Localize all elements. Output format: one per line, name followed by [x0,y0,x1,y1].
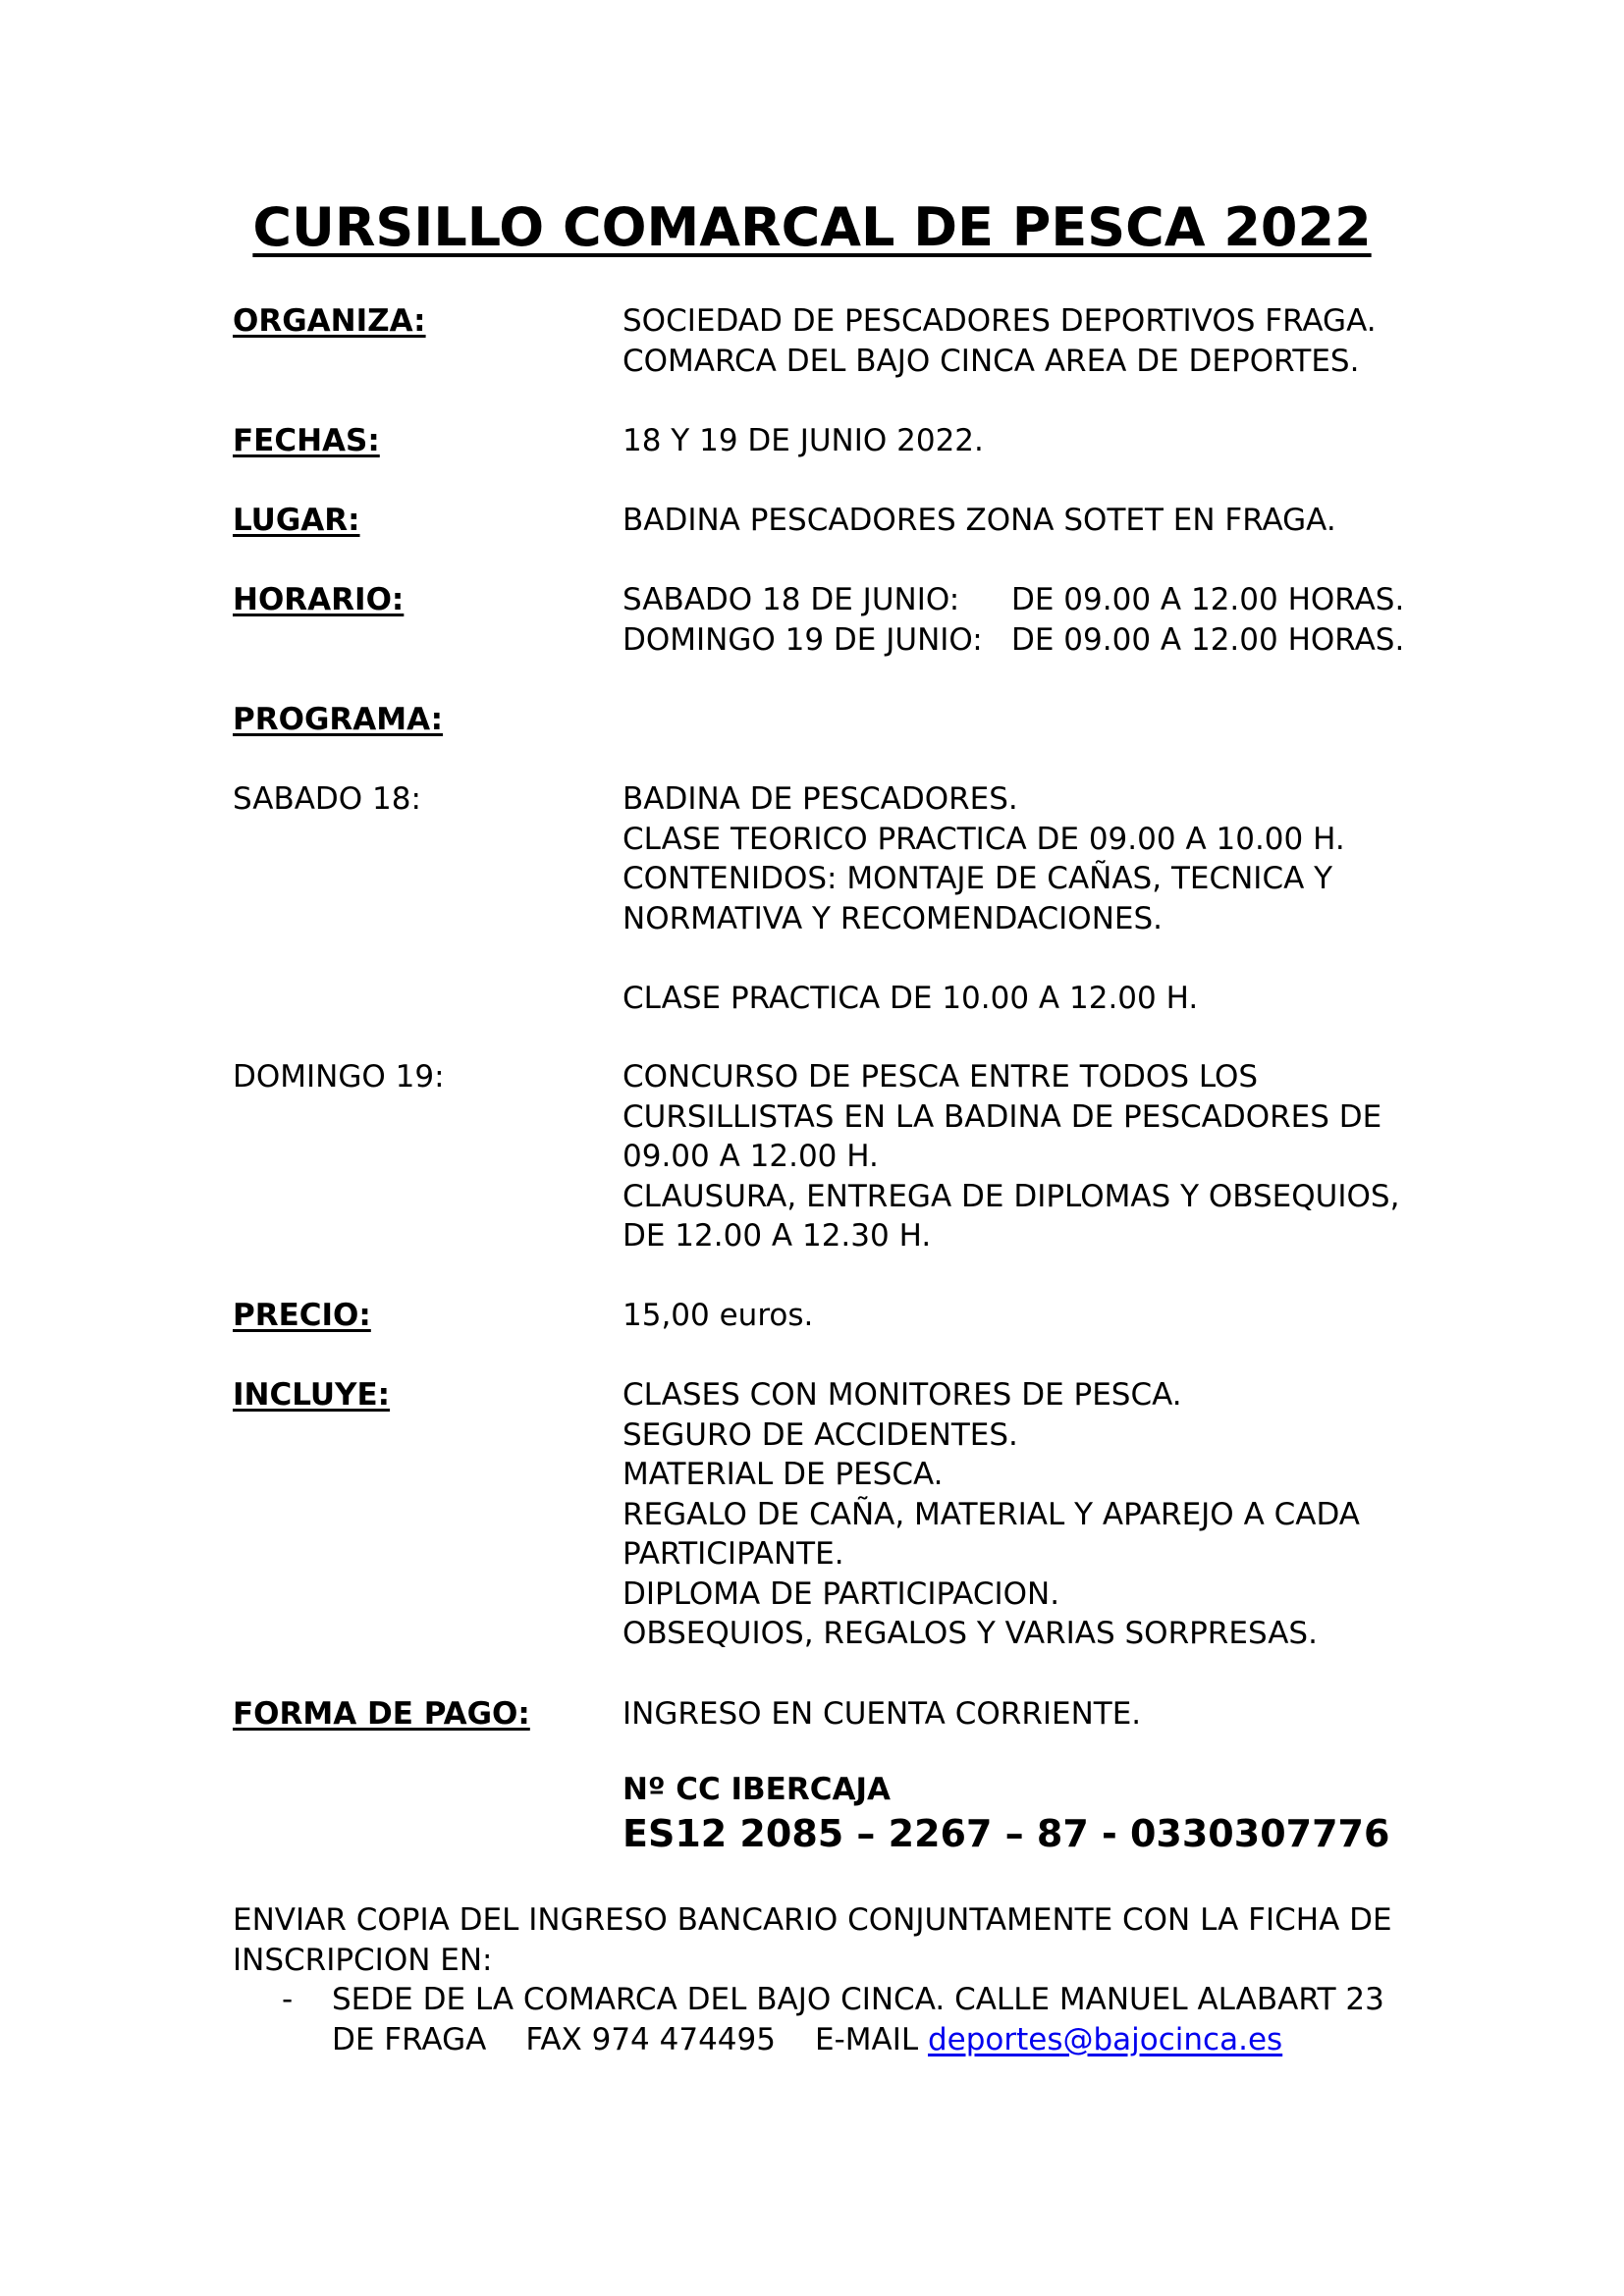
incluye-item: REGALO DE CAÑA, MATERIAL Y APAREJO A CADA [623,1496,1361,1532]
horario-day: SABADO 18 DE JUNIO: [623,582,960,617]
incluye-list [623,1375,1360,1654]
lugar-value: BADINA PESCADORES ZONA SOTET EN FRAGA. [623,503,1336,538]
send-line: ENVIAR COPIA DEL INGRESO BANCARIO CONJUNTAMENTE CON LA FICHA DE [233,1902,1392,1938]
program-line: CLASE TEORICO PRACTICA DE 09.00 A 10.00 H. [623,821,1345,857]
sede-address [332,1980,1384,2059]
email-label: E-MAIL [814,2021,919,2057]
program-line: BADINA DE PESCADORES. [623,781,1018,817]
incluye-item: MATERIAL DE PESCA. [623,1457,944,1492]
domingo-program [623,1057,1399,1256]
organiza-value [623,301,1377,381]
list-bullet: - [282,1982,294,2017]
sabado-program [623,779,1345,1018]
sede-line: SEDE DE LA COMARCA DEL BAJO CINCA. CALLE MANUEL ALABART 23 [332,1982,1384,2017]
horario-day: DOMINGO 19 DE JUNIO: [623,621,983,658]
program-spacer [623,938,1345,979]
send-line: INSCRIPCION EN: [233,1942,493,1978]
horario-time: DE 09.00 A 12.00 HORAS. [1011,621,1405,658]
forma-pago-label: FORMA DE PAGO: [233,1696,530,1732]
sede-contact-line [332,2020,1384,2060]
forma-pago-value: INGRESO EN CUENTA CORRIENTE. [623,1696,1142,1732]
incluye-item: PARTICIPANTE. [623,1536,844,1572]
sabado-label: SABADO 18: [233,781,421,817]
horario-label: HORARIO: [233,582,405,617]
program-line: DE 12.00 A 12.30 H. [623,1218,932,1254]
email-link[interactable]: deportes@bajocinca.es [927,2021,1283,2057]
horario-times [1011,580,1404,660]
fechas-value: 18 Y 19 DE JUNIO 2022. [623,423,984,458]
organiza-label: ORGANIZA: [233,303,426,339]
program-line: CURSILLISTAS EN LA BADINA DE PESCADORES DE [623,1098,1382,1135]
incluye-item: SEGURO DE ACCIDENTES. [623,1416,1018,1453]
program-line: CONTENIDOS: MONTAJE DE CAÑAS, TECNICA Y [623,861,1333,896]
page-title: CURSILLO COMARCAL DE PESCA 2022 [252,196,1372,258]
incluye-item: DIPLOMA DE PARTICIPACION. [623,1575,1060,1612]
organiza-line: SOCIEDAD DE PESCADORES DEPORTIVOS FRAGA. [623,303,1377,339]
organiza-line: COMARCA DEL BAJO CINCA AREA DE DEPORTES. [623,343,1360,379]
program-line: CONCURSO DE PESCA ENTRE TODOS LOS [623,1059,1259,1095]
lugar-label: LUGAR: [233,503,360,538]
send-instructions [233,1900,1392,1980]
program-line: NORMATIVA Y RECOMENDACIONES. [623,900,1164,936]
horario-days [623,580,983,660]
domingo-label: DOMINGO 19: [233,1059,445,1095]
precio-value: 15,00 euros. [623,1298,814,1333]
fechas-label: FECHAS: [233,423,380,458]
bank-name: Nº CC IBERCAJA [623,1772,891,1807]
incluye-label: INCLUYE: [233,1377,391,1413]
horario-time: DE 09.00 A 12.00 HORAS. [1011,582,1405,617]
bank-iban: ES12 2085 – 2267 – 87 - 0330307776 [623,1812,1390,1855]
precio-label: PRECIO: [233,1298,371,1333]
program-line: 09.00 A 12.00 H. [623,1139,879,1174]
fax-number: FAX 974 474495 [525,2021,776,2057]
incluye-item: OBSEQUIOS, REGALOS Y VARIAS SORPRESAS. [623,1616,1318,1651]
sede-place: DE FRAGA [332,2021,487,2057]
incluye-item: CLASES CON MONITORES DE PESCA. [623,1377,1182,1413]
programa-label: PROGRAMA: [233,702,444,737]
program-line: CLASE PRACTICA DE 10.00 A 12.00 H. [623,980,1199,1016]
program-line: CLAUSURA, ENTREGA DE DIPLOMAS Y OBSEQUIOS, [623,1178,1400,1214]
